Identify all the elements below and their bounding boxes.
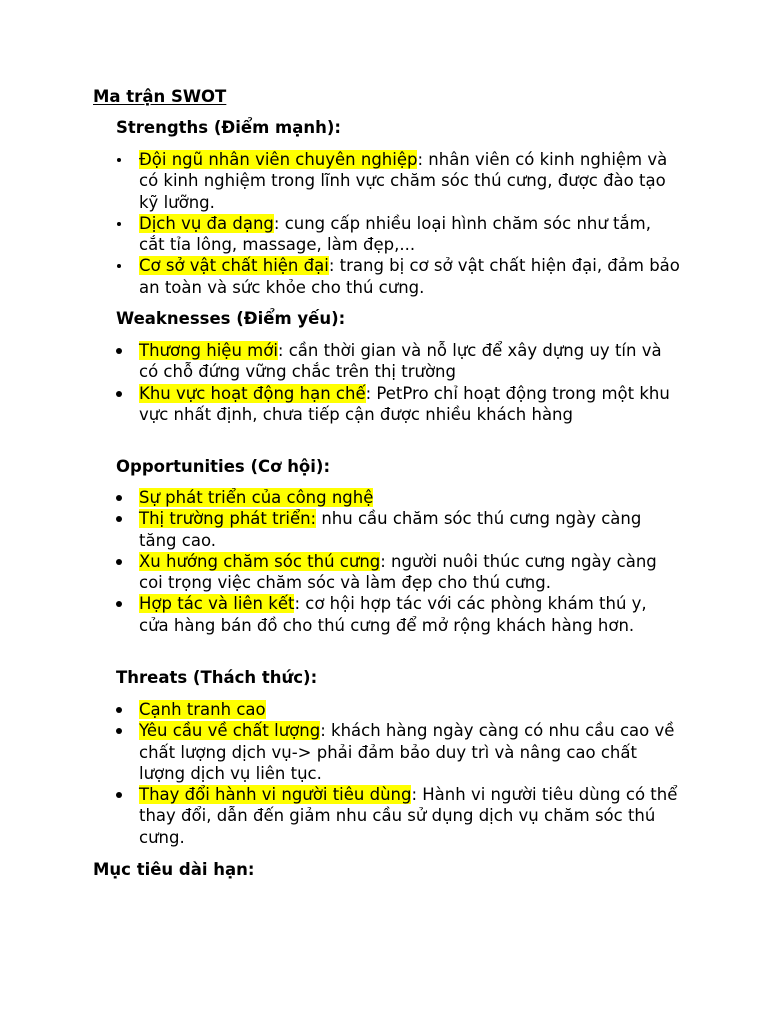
item-text: : nhân viên có kinh nghiệm và có kinh nghiệm trong lĩnh vực chăm sóc thú cưng, được đào tạo kỹ lưỡng.	[139, 150, 668, 212]
list-item	[116, 699, 681, 720]
highlighted-term: Thị trường phát triển:	[139, 509, 317, 529]
item-text: : khách hàng ngày càng có nhu cầu cao về chất lượng dịch vụ-> phải đảm bảo duy trì và nâng cao chất lượng dịch vụ liên tục.	[139, 721, 675, 783]
list-item	[116, 720, 681, 784]
item-text: : người nuôi thúc cưng ngày càng coi trọng việc chăm sóc và làm đẹp cho thú cưng.	[139, 551, 657, 593]
bullet-icon	[116, 559, 122, 565]
weaknesses-heading: Weaknesses (Điểm yếu):	[116, 309, 346, 328]
list-item	[116, 255, 681, 298]
item-text: : cơ hội hợp tác với các phòng khám thú y, cửa hàng bán đồ cho thú cưng để mở rộng khách hàng hơn.	[139, 594, 647, 635]
document-title: Ma trận SWOT	[93, 87, 227, 106]
bullet-icon	[116, 495, 122, 501]
item-text: : Hành vi người tiêu dùng có thể thay đổi, dẫn đến giảm nhu cầu sử dụng dịch vụ chăm sóc thú cưng.	[139, 785, 678, 847]
item-text: : PetPro chỉ hoạt động trong một khu vực nhất định, chưa tiếp cận được nhiều khách hàng	[139, 383, 670, 424]
long-term-goals-heading: Mục tiêu dài hạn:	[93, 860, 255, 879]
highlighted-term: Dịch vụ đa dạng	[139, 213, 274, 233]
item-text: nhu cầu chăm sóc thú cưng ngày càng tăng cao.	[139, 509, 642, 550]
threats-heading: Threats (Thách thức):	[116, 668, 318, 687]
opportunities-heading: Opportunities (Cơ hội):	[116, 457, 331, 476]
highlighted-term: Khu vực hoạt động hạn chế	[139, 383, 366, 403]
highlighted-term: Yêu cầu về chất lượng	[139, 721, 321, 741]
bullet-icon	[116, 792, 122, 798]
bullet-icon	[116, 348, 122, 354]
opportunities-list	[116, 487, 681, 636]
highlighted-term: Thay đổi hành vi người tiêu dùng	[139, 785, 412, 805]
list-item	[116, 383, 681, 426]
list-item	[116, 487, 681, 508]
highlighted-term: Hợp tác và liên kết	[139, 594, 295, 614]
item-text: : cung cấp nhiều loại hình chăm sóc như tắm, cắt tỉa lông, massage, làm đẹp,...	[139, 213, 651, 255]
bullet-icon	[117, 264, 121, 268]
list-item	[116, 213, 681, 256]
list-item	[116, 551, 681, 594]
item-text: : trang bị cơ sở vật chất hiện đại, đảm bảo an toàn và sức khỏe cho thú cưng.	[139, 256, 680, 297]
list-item	[116, 149, 681, 213]
threats-list	[116, 699, 681, 848]
bullet-icon	[116, 728, 122, 734]
highlighted-term: Xu hướng chăm sóc thú cưng	[139, 551, 381, 571]
highlighted-term: Thương hiệu mới	[139, 341, 278, 360]
bullet-icon	[116, 707, 122, 713]
list-item	[116, 340, 681, 383]
list-item	[116, 593, 681, 636]
weaknesses-list	[116, 340, 681, 425]
bullet-icon	[117, 222, 121, 226]
list-item	[116, 784, 681, 848]
bullet-icon	[116, 516, 122, 522]
highlighted-term: Cơ sở vật chất hiện đại	[139, 256, 329, 276]
list-item	[116, 508, 681, 551]
item-text: : cần thời gian và nỗ lực để xây dựng uy tín và có chỗ đứng vững chắc trên thị trường	[139, 341, 662, 382]
bullet-icon	[116, 601, 122, 607]
highlighted-term: Đội ngũ nhân viên chuyên nghiệp	[139, 150, 418, 169]
highlighted-term: Sự phát triển của công nghệ	[139, 488, 374, 507]
strengths-heading: Strengths (Điểm mạnh):	[116, 118, 341, 137]
strengths-list	[116, 149, 681, 298]
bullet-icon	[117, 158, 121, 162]
highlighted-term: Cạnh tranh cao	[139, 700, 266, 719]
bullet-icon	[116, 391, 122, 397]
